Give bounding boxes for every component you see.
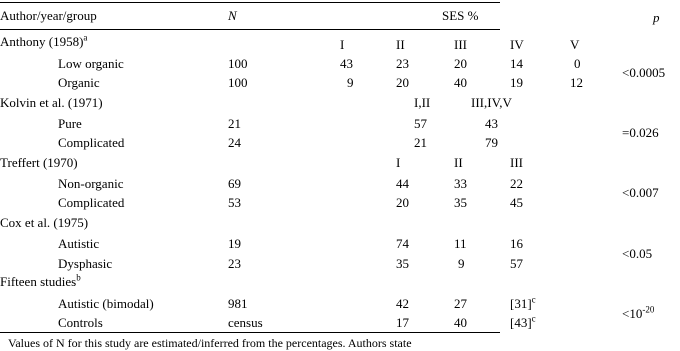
study-name-text: Fifteen studies — [0, 274, 77, 289]
header-top-rule — [0, 2, 500, 3]
ses-value: 44 — [396, 176, 409, 191]
group-label: Autistic — [58, 236, 100, 251]
ses-value: 27 — [454, 296, 467, 311]
ses-class: I,II — [414, 95, 431, 110]
ses-class: II — [396, 37, 405, 52]
study-name: Treffert (1970) — [0, 155, 78, 170]
header-bottom-rule — [0, 29, 500, 30]
ses-value: 16 — [510, 236, 523, 251]
p-value: <0.007 — [622, 185, 659, 200]
ses-value — [510, 315, 536, 330]
group-label: Controls — [58, 315, 103, 330]
group-label: Complicated — [58, 195, 125, 210]
table-footnote: Values of N for this study are estimated/inferred from the percentages. Authors state — [8, 336, 412, 350]
ses-value: 57 — [414, 116, 427, 131]
group-n: 100 — [228, 56, 248, 71]
group-n: 981 — [228, 296, 248, 311]
ses-class: IV — [510, 37, 524, 52]
ses-value: 33 — [454, 176, 467, 191]
group-n: 23 — [228, 256, 241, 271]
study-name — [0, 34, 87, 49]
ses-class: III — [454, 37, 467, 52]
ses-value: 35 — [396, 256, 409, 271]
ses-value: 45 — [510, 195, 523, 210]
ses-value: 20 — [454, 56, 467, 71]
ses-class: I — [340, 37, 345, 52]
p-value-base: <10 — [622, 306, 643, 321]
p-value: =0.026 — [622, 125, 659, 140]
group-label: Low organic — [58, 56, 124, 71]
footnote-mark: b — [76, 272, 81, 283]
p-value — [622, 306, 654, 321]
ses-value-text: [31] — [510, 296, 532, 311]
group-label: Complicated — [58, 135, 125, 150]
ses-value-text: [43] — [510, 315, 532, 330]
p-value-exponent: -20 — [642, 304, 655, 315]
ses-value: 21 — [414, 135, 427, 150]
ses-value: 11 — [454, 236, 467, 251]
ses-value: 43 — [485, 116, 498, 131]
ses-value: 57 — [510, 256, 523, 271]
col-header-author: Author/year/group — [0, 8, 97, 23]
col-header-p: p — [653, 10, 660, 25]
ses-value: 9 — [458, 256, 465, 271]
ses-class: III,IV,V — [471, 95, 512, 110]
ses-value: 9 — [347, 75, 354, 90]
ses-value: 42 — [396, 296, 409, 311]
ses-value: 79 — [485, 135, 498, 150]
group-n: census — [228, 315, 263, 330]
col-header-n: N — [228, 8, 237, 23]
ses-class: III — [510, 155, 523, 170]
ses-value: 0 — [574, 56, 581, 71]
ses-value: 40 — [454, 315, 467, 330]
group-label: Organic — [58, 75, 100, 90]
ses-class: II — [454, 155, 463, 170]
group-n: 100 — [228, 75, 248, 90]
ses-value: 23 — [396, 56, 409, 71]
footnote-mark: c — [531, 294, 536, 305]
ses-value: 17 — [396, 315, 409, 330]
study-name: Cox et al. (1975) — [0, 215, 89, 230]
ses-value: 14 — [510, 56, 523, 71]
p-value: <0.05 — [622, 246, 653, 261]
group-n: 53 — [228, 195, 241, 210]
ses-value: 12 — [570, 75, 583, 90]
ses-value: 19 — [510, 75, 523, 90]
ses-class: I — [396, 155, 401, 170]
ses-value: 20 — [396, 195, 409, 210]
group-n: 69 — [228, 176, 241, 191]
ses-value: 40 — [454, 75, 467, 90]
ses-class: V — [570, 37, 580, 52]
ses-value: 74 — [396, 236, 409, 251]
group-label: Non-organic — [58, 176, 124, 191]
group-label: Dysphasic — [58, 256, 113, 271]
p-value: <0.0005 — [622, 65, 666, 80]
ses-value: 20 — [396, 75, 409, 90]
group-label: Autistic (bimodal) — [58, 296, 154, 311]
group-n: 19 — [228, 236, 241, 251]
study-name-text: Anthony (1958) — [0, 34, 84, 49]
group-label: Pure — [58, 116, 82, 131]
footnote-mark: c — [531, 313, 536, 324]
group-n: 21 — [228, 116, 241, 131]
col-header-ses: SES % — [442, 8, 479, 23]
ses-value — [510, 296, 536, 311]
footnote-mark: a — [83, 32, 88, 43]
study-name — [0, 274, 81, 289]
ses-value: 22 — [510, 176, 523, 191]
ses-value: 43 — [340, 56, 353, 71]
study-name: Kolvin et al. (1971) — [0, 95, 103, 110]
ses-value: 35 — [454, 195, 467, 210]
group-n: 24 — [228, 135, 241, 150]
table-bottom-rule — [0, 332, 500, 333]
